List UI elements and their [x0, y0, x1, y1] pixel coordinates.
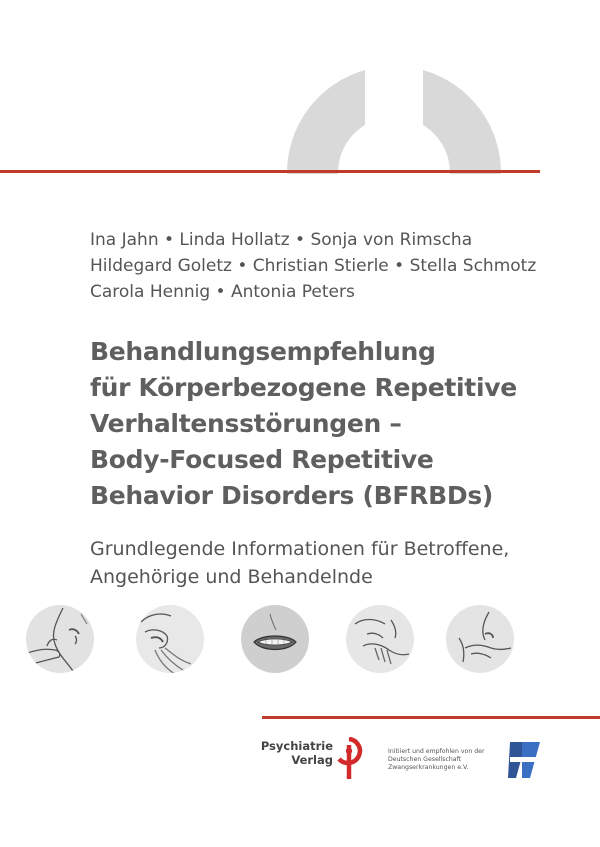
hair-pulling-illustration	[445, 604, 515, 674]
title-line: Verhaltensstörungen –	[90, 409, 402, 438]
subtitle-line: Angehörige und Behandelnde	[90, 566, 373, 588]
top-divider	[0, 170, 540, 173]
endorsement-line: Zwangserkrankungen e.V.	[388, 764, 469, 771]
skin-picking-illustration	[345, 604, 415, 674]
title-line: Body-Focused Repetitive	[90, 445, 434, 474]
bottom-divider	[262, 716, 600, 719]
publisher-logo-icon	[335, 737, 363, 781]
book-title	[90, 334, 570, 514]
title-line: Behavior Disorders (BFRBDs)	[90, 481, 494, 510]
title-line: Behandlungsempfehlung	[90, 337, 436, 366]
author-list	[90, 227, 560, 305]
cheek-biting-illustration	[240, 604, 310, 674]
endorsement-text	[388, 748, 508, 772]
lip-biting-illustration	[135, 604, 205, 674]
author-line: Hildegard Goletz • Christian Stierle • Stella Schmotz	[90, 256, 537, 276]
publisher-name-line: Psychiatrie	[260, 739, 333, 753]
endorsement-line: Deutschen Gesellschaft	[388, 756, 462, 763]
illustration-row	[25, 604, 575, 674]
book-subtitle	[90, 535, 580, 591]
publisher-name-line: Verlag	[291, 753, 333, 767]
title-line: für Körperbezogene Repetitive	[90, 373, 517, 402]
nail-biting-illustration	[25, 604, 95, 674]
decorative-arc	[287, 70, 501, 174]
author-line: Carola Hennig • Antonia Peters	[90, 282, 355, 302]
subtitle-line: Grundlegende Informationen für Betroffene,	[90, 538, 510, 560]
author-line: Ina Jahn • Linda Hollatz • Sonja von Rimscha	[90, 230, 473, 250]
dgz-logo-icon	[508, 740, 542, 780]
publisher-logo	[257, 735, 367, 795]
endorsement-line: Initiiert und empfohlen von der	[388, 748, 485, 755]
